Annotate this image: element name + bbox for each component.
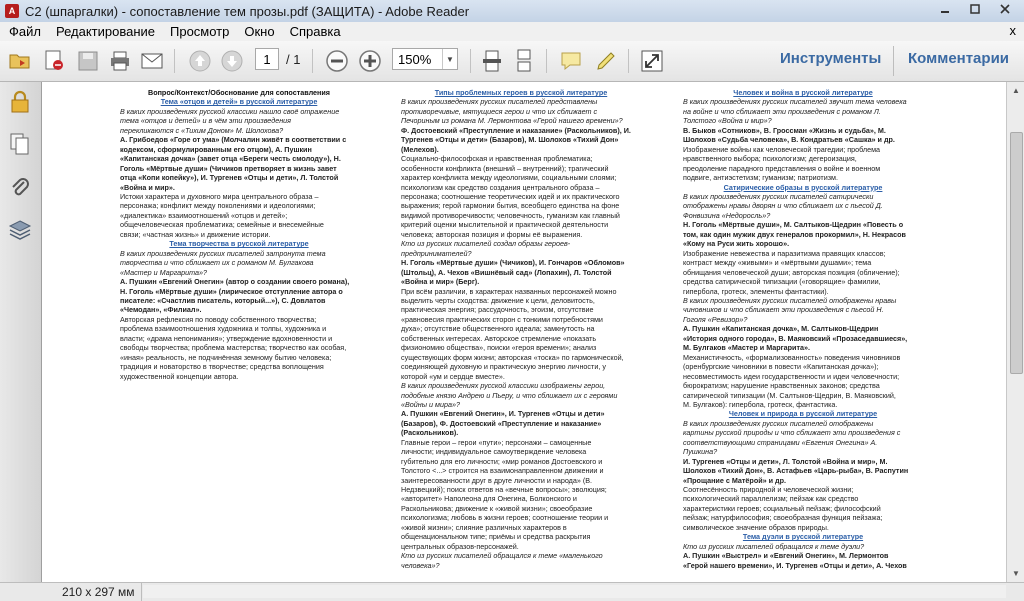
document-line: общечеловеческая проблематика; семейные и внесемейные [120,220,324,230]
document-line: писателе: «Счастлив писатель, который...»), С. Довлатов [120,295,326,305]
toolbar-separator [628,49,629,73]
minimize-icon [940,4,950,14]
document-line: А. Грибоедов «Горе от ума» (Молчалин живёт в соответствии с [120,135,347,145]
document-line: (Базаров), Ф. Достоевский «Преступление и наказание» [401,418,602,428]
document-line: нравственного выбора; психологизм; дегероизация, [683,154,857,164]
document-line: проблема взаимоотношения художника и толпы, художника и [120,324,327,334]
document-line: тема «отцов и детей» и в чём эти произведения [120,116,291,126]
menu-view[interactable]: Просмотр [170,24,230,39]
document-line: Печориным из романа М. Лермонтова «Герой нашего времени»? [401,116,623,126]
document-line: характеристики героев; социальный пейзаж; философский [683,503,881,513]
document-line: преодоление парадного представления о войне и военном [683,163,881,173]
open-folder-icon [8,49,32,73]
page-total: / 1 [286,52,301,67]
document-line: противоречивые, мятущиеся герои и что их сближает с [401,106,598,116]
document-line: перекликаются с «Тихим Доном» М. Шолохова? [120,125,284,135]
document-line: «авторитет» Наполеона для Онегина, Болконского и [401,494,577,504]
scroll-up-arrow[interactable]: ▲ [1012,86,1020,95]
highlighter-icon [594,49,618,73]
comments-pane-button[interactable]: Комментарии [908,50,1010,67]
document-line: общенациональном типе; приёмы и средства раскрытия [401,532,591,542]
document-line: персонажа; соотношение теоретических идей и их практического [401,191,620,201]
save-icon [76,49,100,73]
section-heading: Человек и война в русской литературе [733,88,873,97]
document-line: выражения; герой гармонии бытия, всеобщего единства на фоне [401,201,620,211]
document-line: «Капитанская дочка» (завет отца «Береги честь смолоду»), Н. [120,154,341,164]
document-line: В каких произведениях русских писателей отображены [683,418,874,428]
document-line: власти; «драма непонимания»; утверждение вдохновенности и [120,333,333,343]
scrollbar-thumb[interactable] [1010,132,1023,374]
document-line: символическое значение образов природы. [683,522,829,532]
document-line: личности; индивидуальное самоутверждение человека [401,447,587,457]
document-line: (Мелехов). [401,144,439,154]
navigation-pane [0,82,42,600]
document-line: «Война и мир» (Берг). [401,277,480,287]
status-bar [0,582,1024,601]
document-line: «Чемодан», «Филиал». [120,305,202,315]
section-heading: Тема дуэли в русской литературе [742,532,864,542]
document-line: Соотнесённость природной и человеческой жизни; [683,485,854,495]
document-line: В каких произведениях русской классики изображены герои, [401,381,606,391]
document-line: Н. Гоголь «Мёртвые души», М. Салтыков-Щедрин «Повесть о [683,220,904,230]
document-line: Шолохов «Тихий Дон», В. Астафьев «Царь-рыба», В. Распутин [683,466,909,476]
maximize-button[interactable] [960,0,990,18]
document-line: соответствующими страницами «Евгения Онегина» А. [683,437,878,447]
document-line: Толстого <...> строится на взаимонаправленном движении и [401,466,604,476]
document-line: Раскольникова; движение к «живой жизни»; своеобразие [401,503,593,513]
document-line: М. Булгаков): гипербола, гротеск, фантастика. [683,399,838,409]
document-line: При всём различии, в характерах названных персонажей можно [401,286,617,296]
document-line: Главные герои – герои «пути»; персонажи – самоценные [401,437,592,447]
document-line: Авторская рефлексия по поводу собственного творчества; [120,314,317,324]
menu-bar [0,22,1024,41]
document-line: (Штольц), А. Чехов «Вишнёвый сад» (Лопахин), Л. Толстой [401,267,612,277]
document-line: Кто из русских писателей обращался к теме «маленького [401,551,603,561]
document-line: М. Булгаков «Мастер и Маргарита». [683,343,810,353]
section-heading: Человек и природа в русской литературе [728,409,878,419]
document-line: «живой жизни»; слияние различных характеров в [401,522,567,532]
document-line: «иная» реальность, не подчинённая земному бытию человека; [120,352,332,362]
document-line: несовместимость идеи государственности и идеи человечности; [683,371,900,381]
document-line: средства сатирической типизации («говорящие» фамилии, [683,277,881,287]
document-line: Н. Гоголь «Мёртвые души» (Чичиков), И. Гончаров «Обломов» [401,258,625,268]
document-page[interactable] [42,82,1006,582]
scroll-mode-button[interactable] [510,47,538,75]
document-line: Тургенев «Отцы и дети» (Базаров), М. Шолохов «Тихий Дон» [401,135,619,145]
document-line: Изображение войны как человеческой трагедии; проблема [683,144,881,154]
document-line: кодексом, сформулированным его отцом), А. Пушкин [120,144,312,154]
toolbar-separator [470,49,471,73]
document-line: А. Пушкин «Евгений Онегин», И. Тургенев «Отцы и дети» [401,409,605,419]
paperclip-icon[interactable] [8,176,32,200]
vertical-scrollbar[interactable] [1006,82,1024,582]
document-line: «Прощание с Матёрой» и др. [683,475,786,485]
document-line: картины русской природы и что сближает эти произведения с [683,428,901,438]
document-line: А. Пушкин «Капитанская дочка», М. Салтыков-Щедрин [683,324,879,334]
document-line: В. Быков «Сотников», В. Гроссман «Жизнь и судьба», М. [683,125,886,135]
minus-circle-icon [325,49,349,73]
document-line: «История одного города», В. Маяковский «Прозаседавшиеся», [683,333,908,343]
create-pdf-icon [42,49,66,73]
document-line: Кто из русских писателей обращался к теме дуэли? [683,541,865,551]
layers-icon[interactable] [8,218,32,242]
title-bar [0,0,1024,22]
close-document-button[interactable]: x [1009,23,1016,38]
page-size-label: 210 x 297 мм [42,583,142,601]
window-title: С2 (шпаргалки) - сопоставление тем прозы.pdf (ЗАЩИТА) - Adobe Reader [25,3,470,19]
document-line: сатирической типизации (М. Салтыков-Щедрин, В. Маяковский, [683,390,896,400]
section-heading: Тема творчества в русской литературе [169,239,309,249]
minimize-button[interactable] [930,0,960,18]
arrow-down-icon [220,49,244,73]
document-line: выделить черты сходства: движение к цели, деловитость, [401,295,595,305]
document-line: персонажа; конфликт между поколениями и идеологиями; [120,201,316,211]
document-line: «диалектика» взаимоотношений «отцов и детей»; [120,210,288,220]
document-line: заинтересованности друг в друге личности и народа» (В. [401,475,593,485]
document-line: В каких произведениях русских писателей затронута тема [120,248,326,258]
document-line: характер конфликта между идеологиями, социальными слоями; [401,173,617,183]
document-column-3 [683,88,923,570]
speech-bubble-icon [559,49,583,73]
document-line: В каких произведениях русских писателей отображены нравы [683,295,897,305]
document-line: Недзвецкий); поиск ответов на «вечные вопросы»; эволюция; [401,485,607,495]
document-line: Шолохов «Судьба человека», В. Кондратьев «Сашка» и др. [683,135,895,145]
save-button[interactable] [74,47,102,75]
menu-file[interactable]: Файл [9,24,41,39]
arrow-up-icon [188,49,212,73]
document-line: Изображение невежества и паразитизма правящих классов; [683,248,886,258]
document-line: В каких произведениях русской классики нашло своё отражение [120,106,340,116]
toolbar-separator [174,49,175,73]
menu-edit[interactable]: Редактирование [55,24,155,39]
fit-page-button[interactable] [478,47,506,75]
maximize-icon [970,4,980,14]
toolbar-separator [546,49,547,73]
document-line: Толстого «Война и мир»? [683,116,772,126]
document-line: свободы творчества; проблема мастерства; творчество как особая, [120,343,347,353]
document-line: пейзаж; натурфилософия; своеобразная функция пейзажа; [683,513,883,523]
document-line: духа»; отсутствие общественного идеала; замкнутость на [401,324,595,334]
zoom-value: 150% [398,51,432,67]
menu-window[interactable]: Окно [244,24,275,39]
document-line: связи; «частная жизнь» и движение истории. [120,229,271,239]
document-column-2 [401,88,641,570]
document-line: центральных образов-персонажей. [401,541,519,551]
document-line: традиция и новаторство в творчестве; средства воплощения [120,362,324,372]
previous-page-button[interactable] [186,47,214,75]
document-line: бюрократизм; нарушение нравственных законов; средства [683,381,880,391]
document-line: «Мастер и Маргарита»? [120,267,208,277]
document-line: губительно для его личности; «мир романов Достоевского и [401,456,603,466]
envelope-icon [140,49,164,73]
document-line: Истоки характера и духовного мира центрального образа – [120,191,319,201]
document-line: психологизм как средство создания центрального образа – [401,182,600,192]
document-line: видимой противоречивости; человечность, гуманизм как главный [401,210,620,220]
document-line: человека»? [401,560,440,570]
lock-icon[interactable] [8,90,32,114]
document-line: подобные князю Андрею и Пьеру, и что сближает их с героями [401,390,618,400]
tools-pane-button[interactable]: Инструменты [780,50,882,67]
document-line: Фонвизина «Недоросль»? [683,210,771,220]
document-line: психологизма; любовь в жизни героев; соотношение теории и [401,513,609,523]
document-line: психологический параллелизм; пейзаж как средство [683,494,859,504]
document-line: А. Пушкин «Выстрел» и «Евгений Онегин», М. Лермонтов [683,551,889,561]
horizontal-scrollbar[interactable] [143,585,1006,598]
chevron-down-icon[interactable]: ▼ [442,49,457,69]
printer-icon [108,49,132,73]
document-line: «Герой нашего времени», И. Тургенев «Отцы и дети», А. Чехов [683,560,907,570]
document-line: гипербола, гротеск, элементы фантастики). [683,286,829,296]
document-line: человека; авторская позиция и формы её выражения. [401,229,583,239]
document-line: И. Тургенев «Отцы и дети», Л. Толстой «Война и мир», М. [683,456,888,466]
document-line: на войне и что сближает эти произведения с романом Л. [683,106,881,116]
zoom-in-button[interactable] [356,47,384,75]
document-line: Ф. Достоевский «Преступление и наказание» (Раскольников), И. [401,125,631,135]
document-line: Гоголя «Ревизор»? [683,314,748,324]
document-line: (оренбургские чиновники в повести «Капитанская дочка»); [683,362,879,372]
document-line: Социально-философская и нравственная проблематика; [401,154,593,164]
full-screen-button[interactable] [638,47,666,75]
continuous-pages-icon [512,49,536,73]
document-line: «Война и мир». [120,182,175,192]
document-line: соединяющей духовную и практическую энергию личности, у [401,362,606,372]
document-line: В каких произведениях русских писателей сатирически [683,191,874,201]
expand-arrows-icon [640,49,664,73]
next-page-button[interactable] [218,47,246,75]
adobe-reader-app-icon[interactable]: A [5,4,19,18]
zoom-out-button[interactable] [323,47,351,75]
print-button[interactable] [106,47,134,75]
comment-button[interactable] [557,47,585,75]
document-line: которой «ум и сердце вместе». [401,371,505,381]
document-line: художественной концепции автора. [120,371,239,381]
pages-icon[interactable] [8,132,32,156]
document-line: подвиге, антиэстетизм; гуманизм; патриотизм. [683,173,838,183]
document-line: А. Пушкин «Евгений Онегин» (автор о создании своего романа), [120,277,350,287]
document-line: отображены нравы дворян и что сближает их с пьесой Д. [683,201,883,211]
document-line: существующих форм жизни; авторская «тоска» по гармонической, [401,352,624,362]
document-line: физиономию общества», поиски «героя времени»; анализ [401,343,597,353]
document-line: Н. Гоголь «Мёртвые души» (лирическое отступление автора о [120,286,343,296]
menu-help[interactable]: Справка [289,24,341,39]
document-line: том, как один мужик двух генералов прокормил», Н. Некрасов [683,229,906,239]
document-line: «Кому на Руси жить хорошо». [683,239,790,249]
fit-page-icon [480,49,504,73]
document-line: «равновесия практических сторон с тонкими потребностями [401,314,603,324]
scroll-down-arrow[interactable]: ▼ [1012,569,1020,578]
document-line: Вопрос/Контекст/Обоснование для сопоставления [148,88,330,97]
document-line: отца «Копи копейку»), И. Тургенев «Отцы и дети», Л. Толстой [120,173,339,183]
section-heading: Тема «отцов и детей» в русской литературе [160,97,318,107]
document-line: контраст между «живыми» и «мёртвыми душами»; тема [683,258,872,268]
document-line: предпринимателей? [401,248,472,258]
document-line: критерий оценки мыслительной и практической деятельности [401,220,609,230]
document-line: Пушкина? [683,447,718,457]
highlight-button[interactable] [592,47,620,75]
section-heading: Сатирические образы в русской литературе [723,182,883,192]
document-line: практическая энергия; рассудочность, эгоизм, отсутствие [401,305,594,315]
document-line: В каких произведениях русских писателей представлены [401,97,598,107]
document-line: собственных интересах. Авторское стремление «показать [401,333,597,343]
close-window-button[interactable] [990,0,1020,18]
toolbar-separator [893,46,894,76]
open-button[interactable] [6,47,34,75]
document-line: чиновников и что сближает эти произведения с пьесой Н. [683,305,884,315]
page-number-input[interactable]: 1 [255,48,279,70]
section-heading: Типы проблемных героев в русской литературе [434,88,608,97]
document-line: Механистичность, «формализованность» поведения чиновников [683,352,901,362]
create-pdf-button[interactable] [40,47,68,75]
document-column-1 [120,88,358,381]
document-line: (Раскольников). [401,428,459,438]
email-button[interactable] [138,47,166,75]
document-line: «Войны и мира»? [401,399,460,409]
document-line: особенности конфликта (внешний – внутренний); трагический [401,163,609,173]
document-line: Кто из русских писателей создал образы героев- [401,239,571,249]
document-line: В каких произведениях русских писателей звучит тема человека [683,97,907,107]
document-line: творчества и что сближает их с романом М. Булгакова [120,258,314,268]
plus-circle-icon [358,49,382,73]
document-line: Гоголь «Мёртвые души» (Чичиков претворяет в жизнь завет [120,163,337,173]
document-line: обнищания человеческой души; авторская позиция (обличение); [683,267,900,277]
close-icon [1000,4,1010,14]
toolbar-separator [312,49,313,73]
zoom-select[interactable] [392,48,458,70]
